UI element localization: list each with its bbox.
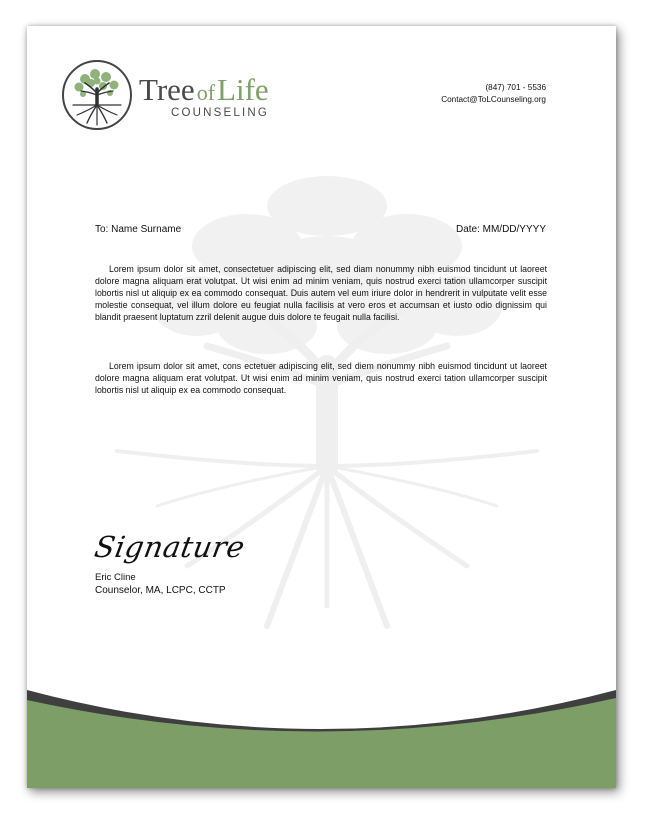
recipient-line: To: Name Surname <box>95 224 182 235</box>
brand-name-life: Life <box>217 72 269 107</box>
paragraph-text: Lorem ipsum dolor sit amet, cons ectetuer adipiscing elit, sed diem nonummy nibh euismod tincidunt ut laoreet dolore magna aliquam erat volutpat. Ut wisi enim ad minim veniam, quis nostrud exerci tation ullamcorper suscipit lobortis nisl ut aliquip ex ea commodo consequat. <box>95 361 547 395</box>
body-paragraph-1 <box>95 264 547 324</box>
contact-phone: (847) 701 - 5536 <box>485 83 546 92</box>
tree-watermark <box>97 166 557 636</box>
brand-subtitle: COUNSELING <box>171 107 270 119</box>
letterhead-page <box>27 26 616 788</box>
brand-logo <box>139 72 270 119</box>
brand-name-tree: Tree <box>139 72 195 107</box>
body-paragraph-2 <box>95 361 547 397</box>
signer-title: Counselor, MA, LCPC, CCTP <box>95 585 226 596</box>
brand-name-of: of <box>196 80 216 105</box>
contact-info <box>441 82 546 106</box>
footer-wave <box>27 676 616 788</box>
contact-email: Contact@ToLCounseling.org <box>441 95 546 104</box>
brand-name <box>139 73 269 110</box>
signature-script: Signature <box>92 530 248 564</box>
tree-logo-icon <box>61 59 133 131</box>
paragraph-text: Lorem ipsum dolor sit amet, consectetuer adipiscing elit, sed diam nonummy nibh euismod tincidunt ut laoreet dolore magna aliquam erat volutpat. Ut wisi enim ad minim veniam, quis nostrud exerci tation ullamcorper suscipit lobortis nisl ut aliquip ex ea commodo consequat. Duis autem vel eum iriure dolor in hendrerit in vulputate velit esse molestie consequat, vel illum dolore eu feugiat nulla facilisis at vero eros et accumsan et iusto odio dignissim qui blandit praesent luptatum zzril delenit augue duis dolore te feugait nulla facilisi. <box>95 264 547 322</box>
signer-name: Eric Cline <box>95 572 136 583</box>
date-line: Date: MM/DD/YYYY <box>455 224 546 235</box>
